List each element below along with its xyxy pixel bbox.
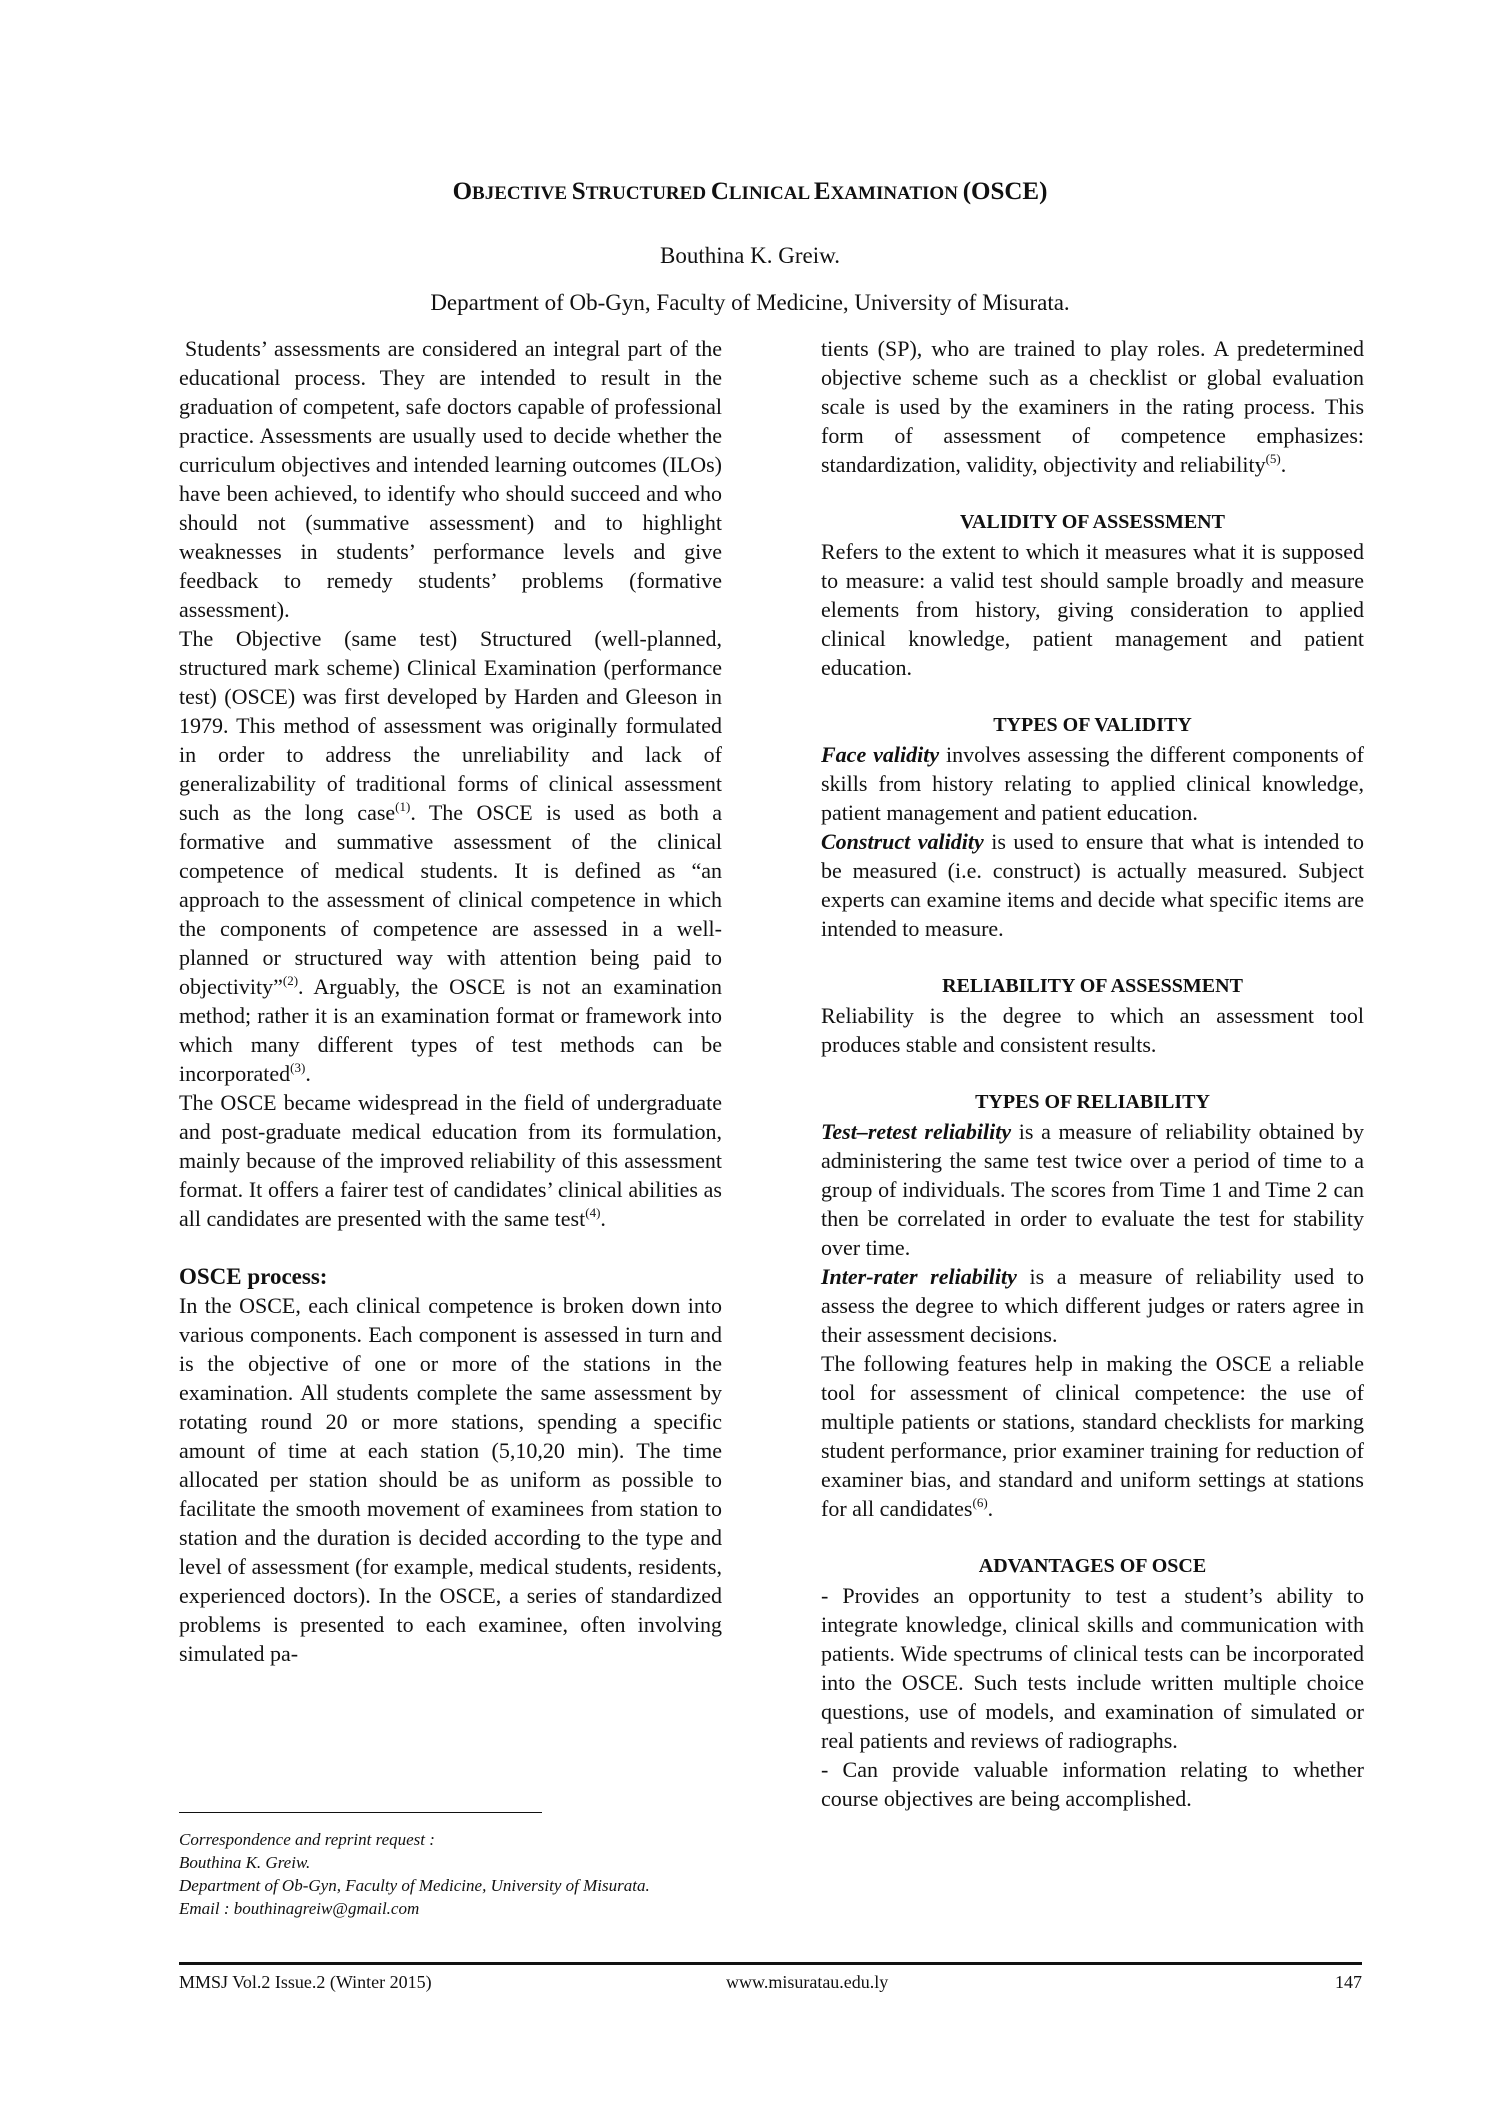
left-column	[179, 334, 722, 1668]
spacer	[821, 682, 1364, 711]
citation-4: (4)	[585, 1205, 601, 1220]
advantage-item-1: - Provides an opportunity to test a student’s ability to integrate knowledge, clinical skills and communication with patients. Wide spectrums of clinical tests can be incorporated into the OSCE. Such tests include written multiple choice questions, use of models, and examination of simulated or real patients and reviews of radiographs.	[821, 1583, 1364, 1753]
journal-citation: MMSJ Vol.2 Issue.2 (Winter 2015)	[179, 1972, 432, 1992]
author-affiliation: Department of Ob-Gyn, Faculty of Medicine, University of Misurata.	[430, 290, 1070, 315]
test-retest-paragraph: Test–retest reliability is a measure of reliability obtained by administering the same test twice over a period of time to a group of individuals. The scores from Time 1 and Time 2 can then be correlated in order to evaluate the test for stability over time.	[821, 1119, 1365, 1260]
footer-divider	[179, 1962, 1362, 1965]
correspondence-footnote	[179, 1828, 722, 1920]
validity-heading: VALIDITY OF ASSESSMENT	[960, 511, 1225, 533]
spacer	[821, 943, 1364, 972]
footnote-label: Correspondence and reprint request :	[179, 1830, 435, 1849]
test-retest-term: Test–retest reliability	[821, 1119, 1012, 1144]
osce-process-paragraph: In the OSCE, each clinical competence is broken down into various components. Each component is assessed in turn and is the objective of one or more of the stations in the examination. All students complete the same assessment by rotating round 20 or more stations, spending a specific amount of time at each station (5,10,20 min). The time allocated per station should be as uniform as possible to facilitate the smooth movement of examinees from station to station and the duration is decided according to the type and level of assessment (for example, medical students, residents, experienced doctors). In the OSCE, a series of standardized problems is presented to each examinee, often involving simulated pa-	[179, 1293, 722, 1666]
spacer	[821, 479, 1364, 508]
page-number: 147	[1335, 1972, 1362, 1992]
citation-6: (6)	[972, 1495, 988, 1510]
reliability-heading: RELIABILITY OF ASSESSMENT	[942, 975, 1243, 997]
citation-3: (3)	[290, 1060, 306, 1075]
title-word-clinical: CLINICAL	[710, 178, 814, 205]
footnote-divider	[179, 1812, 542, 1813]
inter-rater-paragraph: Inter-rater reliability is a measure of reliability used to assess the degree to which different judges or raters agree in their assessment decisions.	[821, 1264, 1364, 1347]
citation-1: (1)	[395, 799, 411, 814]
footnote-email[interactable]: Email : bouthinagreiw@gmail.com	[179, 1899, 420, 1918]
osce-widespread-paragraph: The OSCE became widespread in the field of undergraduate and post-graduate medical education from its formulation, mainly because of the improved reliability of this assessment format. It offers a fairer test of candidates’ clinical abilities as all candidates are presented with the same test$^{(4)}$.	[179, 1090, 722, 1231]
intro-paragraph: Students’ assessments are considered an integral part of the educational process. They are intended to result in the graduation of competent, safe doctors capable of professional practice. Assessments are usually used to decide whether the curriculum objectives and intended learning outcomes (ILOs) have been achieved, to identify who should succeed and who should not (summative assessment) and to highlight weaknesses in students’ performance levels and give feedback to remedy students’ problems (formative assessment).	[179, 336, 722, 622]
osce-process-heading: OSCE process:	[179, 1264, 328, 1289]
inter-rater-term: Inter-rater reliability	[821, 1264, 1017, 1289]
face-validity-term: Face validity	[821, 742, 940, 767]
title-word-structured: STRUCTURED	[571, 178, 711, 205]
title-suffix: (OSCE)	[962, 178, 1048, 205]
title-word-examination: EXAMINATION	[813, 178, 963, 205]
types-of-reliability-heading: TYPES OF RELIABILITY	[975, 1091, 1210, 1113]
author-name: Bouthina K. Greiw.	[660, 243, 840, 268]
construct-validity-paragraph: Construct validity is used to ensure that what is intended to be measured (i.e. construct) is actually measured. Subject experts can examine items and decide what specific items are intended to measure.	[821, 829, 1364, 941]
spacer	[821, 1059, 1364, 1088]
face-validity-paragraph: Face validity involves assessing the different components of skills from history relating to applied clinical knowledge, patient management and patient education.	[821, 742, 1365, 825]
construct-validity-term: Construct validity	[821, 829, 984, 854]
spacer	[821, 1523, 1364, 1552]
reliability-paragraph: Reliability is the degree to which an assessment tool produces stable and consistent results.	[821, 1003, 1364, 1057]
journal-website-link[interactable]: www.misuratau.edu.ly	[726, 1972, 889, 1992]
validity-paragraph: Refers to the extent to which it measures what it is supposed to measure: a valid test should sample broadly and measure elements from history, giving consideration to applied clinical knowledge, patient management and patient education.	[821, 539, 1364, 680]
advantage-item-2: - Can provide valuable information relating to whether course objectives are being accomplished.	[821, 1757, 1364, 1811]
citation-5: (5)	[1265, 451, 1281, 466]
citation-2: (2)	[282, 973, 299, 988]
footnote-department: Department of Ob-Gyn, Faculty of Medicine, University of Misurata.	[179, 1876, 650, 1895]
types-of-validity-heading: TYPES OF VALIDITY	[993, 714, 1192, 736]
article-title	[0, 178, 1500, 206]
continuation-paragraph: tients (SP), who are trained to play roles. A predetermined objective scheme such as a checklist or global evaluation scale is used by the examiners in the rating process. This form of assessment of competence emphasizes: standardization, validity, objectivity and reliability$^{(5)}$.	[821, 336, 1364, 477]
right-column	[821, 334, 1364, 1813]
page-footer	[179, 1972, 1362, 1996]
title-word-objective: OBJECTIVE	[452, 178, 572, 205]
advantages-heading: ADVANTAGES OF OSCE	[978, 1555, 1207, 1577]
spacer	[179, 1233, 722, 1262]
osce-definition-paragraph: The Objective (same test) Structured (well-planned, structured mark scheme) Clinical Examination (performance test) (OSCE) was first developed by Harden and Gleeson in 1979. This method of assessment was originally formulated in order to address the unreliability and lack of generalizability of traditional forms of clinical assessment such as the long case$^{(1)}$. The OSCE is used as both a formative and summative assessment of the clinical competence of medical students. It is defined as “an approach to the assessment of clinical competence in which the components of competence are assessed in a well-planned or structured way with attention being paid to objectivity”$^{(2)}$. Arguably, the OSCE is not an examination method; rather it is an examination format or framework into which many different types of test methods can be incorporated$^{(3)}$.	[179, 626, 723, 1086]
reliability-features-paragraph: The following features help in making the OSCE a reliable tool for assessment of clinical competence: the use of multiple patients or stations, standard checklists for marking student performance, prior examiner training for reduction of examiner bias, and standard and uniform settings at stations for all candidates$^{(6)}$.	[821, 1351, 1364, 1521]
footnote-author: Bouthina K. Greiw.	[179, 1853, 311, 1872]
